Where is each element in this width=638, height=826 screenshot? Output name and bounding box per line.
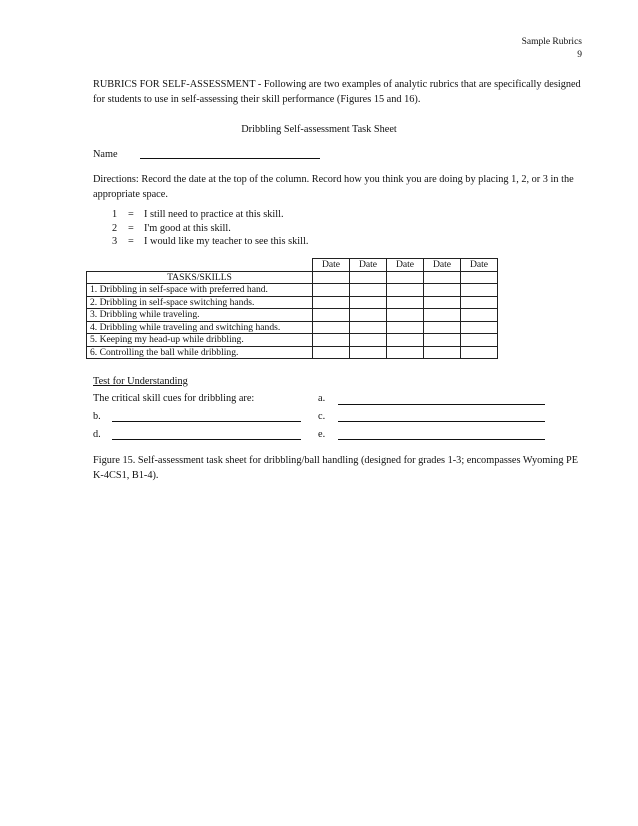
tasks-header: TASKS/SKILLS — [87, 271, 313, 284]
task-label: 6. Controlling the ball while dribbling. — [87, 346, 313, 359]
scale-equals: = — [128, 222, 134, 234]
table-row — [87, 309, 498, 322]
rating-cell — [461, 309, 498, 322]
table-row — [87, 321, 498, 334]
rating-cell — [387, 284, 424, 297]
intro-paragraph: RUBRICS FOR SELF-ASSESSMENT - Following are two examples of analytic rubrics that are specifically designed for students to use in self-assessing their skill performance (Figures 15 and 16). — [93, 79, 581, 105]
answer-line-a — [338, 404, 545, 405]
table-row — [87, 346, 498, 359]
answer-line-b — [112, 421, 301, 422]
figure-caption: Figure 15. Self-assessment task sheet for dribbling/ball handling (designed for grades 1-3; encompasses Wyoming PE K-4CS1, B1-4). — [93, 455, 579, 481]
date-header-row — [87, 259, 498, 272]
page-header — [522, 36, 582, 62]
rating-cell — [424, 296, 461, 309]
rating-cell — [350, 321, 387, 334]
scale-text: I'm good at this skill. — [144, 222, 231, 234]
scale-number: 3 — [112, 236, 118, 247]
sheet-title: Dribbling Self-assessment Task Sheet — [241, 124, 397, 135]
scale-equals: = — [128, 236, 134, 247]
date-header: Date — [350, 259, 387, 272]
rating-cell — [424, 309, 461, 322]
task-label: 4. Dribbling while traveling and switching hands. — [87, 321, 313, 334]
rating-cell — [350, 296, 387, 309]
task-table — [86, 258, 498, 359]
rating-cell — [350, 346, 387, 359]
rating-cell — [461, 321, 498, 334]
name-label: Name — [93, 149, 118, 160]
date-header: Date — [424, 259, 461, 272]
task-label: 1. Dribbling in self-space with preferred hand. — [87, 284, 313, 297]
rating-scale — [112, 208, 308, 249]
rating-cell — [313, 321, 350, 334]
rating-cell — [313, 284, 350, 297]
rating-cell — [313, 309, 350, 322]
scale-text: I would like my teacher to see this skill. — [144, 236, 309, 247]
rating-cell — [350, 284, 387, 297]
answer-line-d — [112, 439, 301, 440]
answer-label-d: d. — [93, 429, 101, 440]
rating-cell — [350, 309, 387, 322]
rating-cell — [424, 284, 461, 297]
tasks-header-row — [87, 271, 498, 284]
rating-cell — [313, 296, 350, 309]
rating-cell — [424, 321, 461, 334]
rating-cell — [387, 346, 424, 359]
date-header: Date — [313, 259, 350, 272]
rating-cell — [461, 346, 498, 359]
rating-cell — [387, 321, 424, 334]
date-header: Date — [387, 259, 424, 272]
task-label: 3. Dribbling while traveling. — [87, 309, 313, 322]
scale-item — [112, 235, 308, 249]
answer-label-a: a. — [318, 393, 326, 404]
rating-cell — [461, 284, 498, 297]
header-title: Sample Rubrics — [521, 37, 582, 47]
date-header: Date — [461, 259, 498, 272]
table-row — [87, 296, 498, 309]
rating-cell — [387, 309, 424, 322]
answer-label-e: e. — [318, 429, 326, 440]
rating-cell — [387, 296, 424, 309]
table-row — [87, 284, 498, 297]
rating-cell — [313, 334, 350, 347]
empty-corner-cell — [87, 259, 313, 272]
rating-cell — [424, 346, 461, 359]
scale-text: I still need to practice at this skill. — [144, 209, 284, 220]
rating-cell — [313, 271, 350, 284]
table-row — [87, 334, 498, 347]
directions-paragraph: Directions: Record the date at the top of the column. Record how you think you are doing by placing 1, 2, or 3 in the appropriate space. — [93, 174, 574, 200]
scale-item — [112, 208, 308, 222]
rating-cell — [424, 271, 461, 284]
test-prompt: The critical skill cues for dribbling are: — [93, 393, 255, 404]
task-label: 2. Dribbling in self-space switching hands. — [87, 296, 313, 309]
answer-line-e — [338, 439, 545, 440]
rating-cell — [350, 271, 387, 284]
scale-item — [112, 222, 308, 236]
task-label: 5. Keeping my head-up while dribbling. — [87, 334, 313, 347]
rating-cell — [461, 334, 498, 347]
scale-number: 2 — [112, 222, 118, 234]
answer-label-c: c. — [318, 411, 326, 422]
rating-cell — [424, 334, 461, 347]
rating-cell — [387, 271, 424, 284]
answer-line-c — [338, 421, 545, 422]
rating-cell — [387, 334, 424, 347]
rating-cell — [461, 271, 498, 284]
scale-equals: = — [128, 209, 134, 220]
name-blank-line — [140, 158, 320, 159]
rating-cell — [313, 346, 350, 359]
rating-cell — [461, 296, 498, 309]
page-number: 9 — [577, 50, 582, 60]
test-heading: Test for Understanding — [93, 376, 188, 387]
answer-label-b: b. — [93, 411, 101, 422]
scale-number: 1 — [112, 209, 118, 220]
rating-cell — [350, 334, 387, 347]
